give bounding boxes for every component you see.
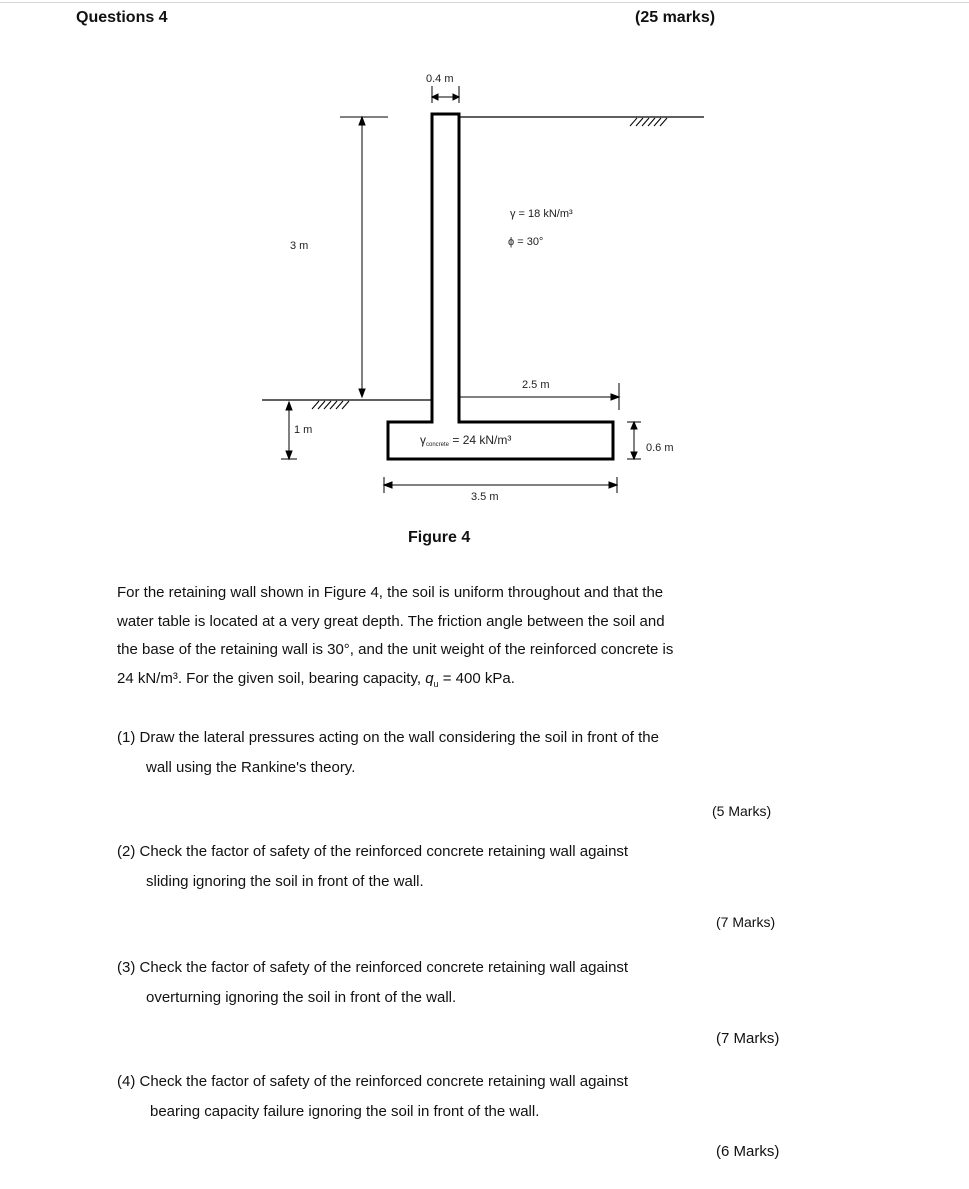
item-text-cont: bearing capacity failure ignoring the soil in front of the wall. (150, 1103, 540, 1120)
question-total-marks: (25 marks) (635, 9, 716, 26)
problem-line-end: = 400 kPa. (438, 669, 515, 687)
retaining-wall-figure (0, 0, 969, 520)
problem-line: For the retaining wall shown in Figure 4, the soil is uniform throughout and that the (117, 584, 664, 601)
base-width-dimension (384, 477, 617, 493)
depth-label: 1 m (294, 424, 313, 436)
heel-length-label: 2.5 m (522, 379, 550, 391)
item-text: (2) Check the factor of safety of the reinforced concrete retaining wall against (117, 843, 629, 860)
item-text: (3) Check the factor of safety of the reinforced concrete retaining wall against (117, 959, 629, 976)
soil-friction-angle-label: ϕ = 30° (508, 236, 544, 248)
question-item-4 (117, 1067, 628, 1127)
height-dimension (340, 117, 388, 397)
concrete-unit-weight-label: γconcrete = 24 kN/m³ (420, 433, 512, 448)
item-text-cont: wall using the Rankine's theory. (146, 759, 356, 776)
item-marks-3: (7 Marks) (716, 1030, 780, 1047)
item-marks-4: (6 Marks) (716, 1143, 780, 1160)
problem-line: the base of the retaining wall is 30°, and the unit weight of the reinforced concrete is (117, 641, 674, 658)
item-text-cont: sliding ignoring the soil in front of the wall. (146, 873, 424, 890)
question-item-2 (117, 837, 628, 897)
item-text: (1) Draw the lateral pressures acting on the wall considering the soil in front of the (117, 729, 659, 746)
problem-statement (117, 579, 837, 694)
ground-hatch-top (630, 118, 667, 126)
base-width-label: 3.5 m (471, 491, 499, 503)
soil-unit-weight-label: γ = 18 kN/m³ (510, 208, 573, 220)
bearing-capacity-subscript: u (433, 678, 439, 689)
problem-line-start: 24 kN/m³. For the given soil, bearing capacity, (117, 669, 422, 687)
item-marks-2: (7 Marks) (716, 914, 776, 930)
question-item-3 (117, 953, 628, 1013)
problem-line-bearing (117, 665, 837, 695)
height-label: 3 m (290, 240, 309, 252)
item-marks-1: (5 Marks) (712, 803, 772, 819)
retaining-wall-outline (388, 114, 613, 459)
item-text-cont: overturning ignoring the soil in front of the wall. (146, 989, 457, 1006)
question-item-1 (117, 723, 659, 783)
problem-line: water table is located at a very great depth. The friction angle between the soil and (117, 612, 665, 630)
base-thickness-dimension (627, 422, 641, 459)
base-thickness-label: 0.6 m (646, 442, 674, 454)
bearing-capacity-symbol: q (425, 669, 434, 687)
stem-width-label: 0.4 m (426, 73, 454, 85)
item-text: (4) Check the factor of safety of the reinforced concrete retaining wall against (117, 1073, 629, 1090)
stem-width-dimension (432, 86, 459, 103)
question-title: Questions 4 (76, 9, 168, 26)
ground-hatch-front (312, 401, 349, 409)
figure-caption: Figure 4 (408, 529, 471, 546)
